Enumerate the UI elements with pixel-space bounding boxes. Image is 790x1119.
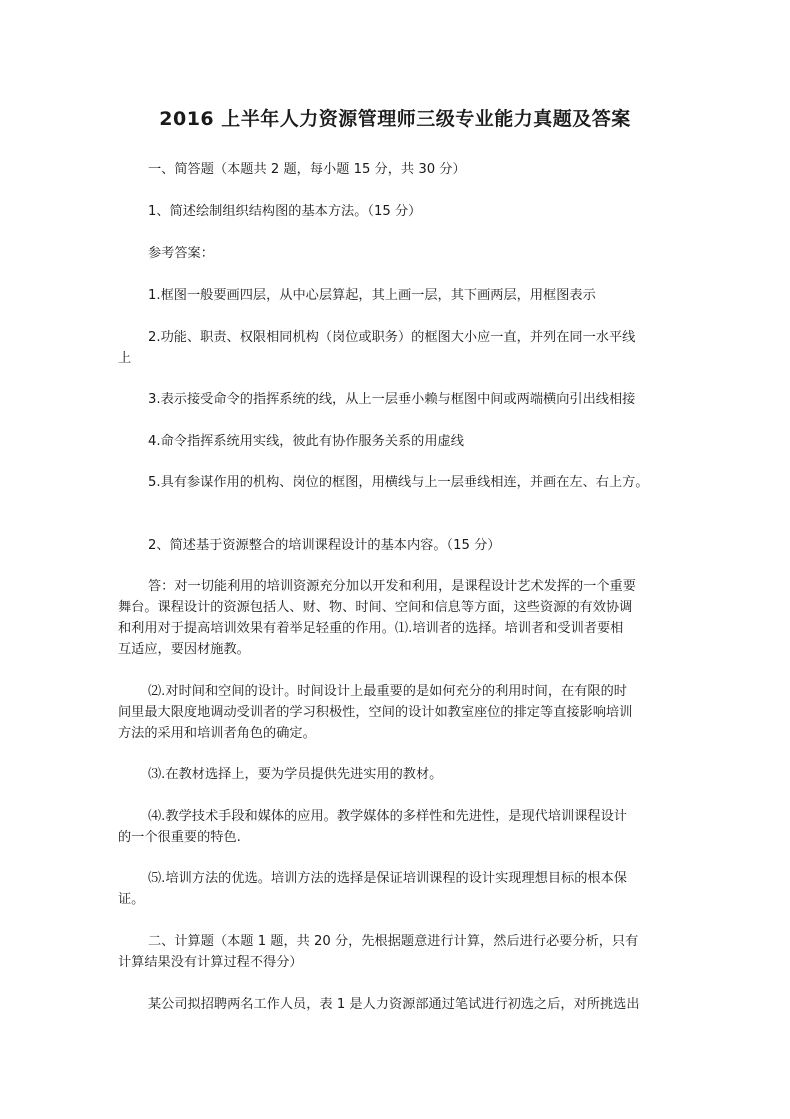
section2-body-line: 某公司拟招聘两名工作人员，表 1 是人力资源部通过笔试进行初选之后，对所挑选出 (148, 997, 640, 1012)
q2-paragraph-line: ⑶.在教材选择上，要为学员提供先进实用的教材。 (148, 767, 443, 782)
q1-answer-line: 4.命令指挥系统用实线，彼此有协作服务关系的用虚线 (148, 434, 464, 449)
section2-heading: 二、计算题（本题 1 题，共 20 分，先根据题意进行计算，然后进行必要分析，只有 (148, 934, 639, 949)
document-title: 2016 上半年人力资源管理师三级专业能力真题及答案 (159, 108, 631, 130)
q2-paragraph-line: 和利用对于提高培训效果有着举足轻重的作用。⑴.培训者的选择。培训者和受训者要相 (118, 621, 624, 636)
q1-answer-line: 1.框图一般要画四层，从中心层算起，其上画一层，其下画两层，用框图表示 (148, 288, 596, 303)
q2-paragraph-line: 方法的采用和培训者角色的确定。 (118, 726, 316, 741)
q1-answer-line: 2.功能、职责、权限相同机构（岗位或职务）的框图大小应一直，并列在同一水平线 (148, 330, 636, 345)
q2-paragraph-line: 的一个很重要的特色. (118, 830, 241, 845)
question-1: 1、简述绘制组织结构图的基本方法。（15 分） (148, 204, 422, 219)
q2-paragraph-line: 互适应，要因材施教。 (118, 642, 250, 657)
question-2: 2、简述基于资源整合的培训课程设计的基本内容。（15 分） (148, 538, 501, 553)
q2-paragraph-line: ⑵.对时间和空间的设计。时间设计上最重要的是如何充分的利用时间，在有限的时 (148, 684, 627, 699)
reference-answer-label: 参考答案： (148, 246, 214, 261)
q1-answer-line: 3.表示接受命令的指挥系统的线，从上一层垂小赖与框图中间或两端横向引出线相接 (148, 392, 636, 407)
q2-paragraph-line: 证。 (118, 892, 145, 907)
q2-paragraph-line: 舞台。课程设计的资源包括人、财、物、时间、空间和信息等方面，这些资源的有效协调 (118, 600, 633, 615)
section2-heading: 计算结果没有计算过程不得分） (118, 955, 303, 970)
q1-answer-line: 5.具有参谋作用的机构、岗位的框图，用横线与上一层垂线相连，并画在左、右上方。 (148, 475, 649, 490)
q1-answer-line: 上 (118, 351, 132, 366)
q2-paragraph-line: 答：对一切能利用的培训资源充分加以开发和利用，是课程设计艺术发挥的一个重要 (148, 579, 636, 594)
section1-heading: 一、简答题（本题共 2 题，每小题 15 分，共 30 分） (148, 162, 466, 177)
q2-paragraph-line: ⑷.教学技术手段和媒体的应用。教学媒体的多样性和先进性，是现代培训课程设计 (148, 809, 627, 824)
q2-paragraph-line: ⑸.培训方法的优选。培训方法的选择是保证培训课程的设计实现理想目标的根本保 (148, 871, 627, 886)
q2-paragraph-line: 间里最大限度地调动受训者的学习积极性，空间的设计如教室座位的排定等直接影响培训 (118, 705, 633, 720)
